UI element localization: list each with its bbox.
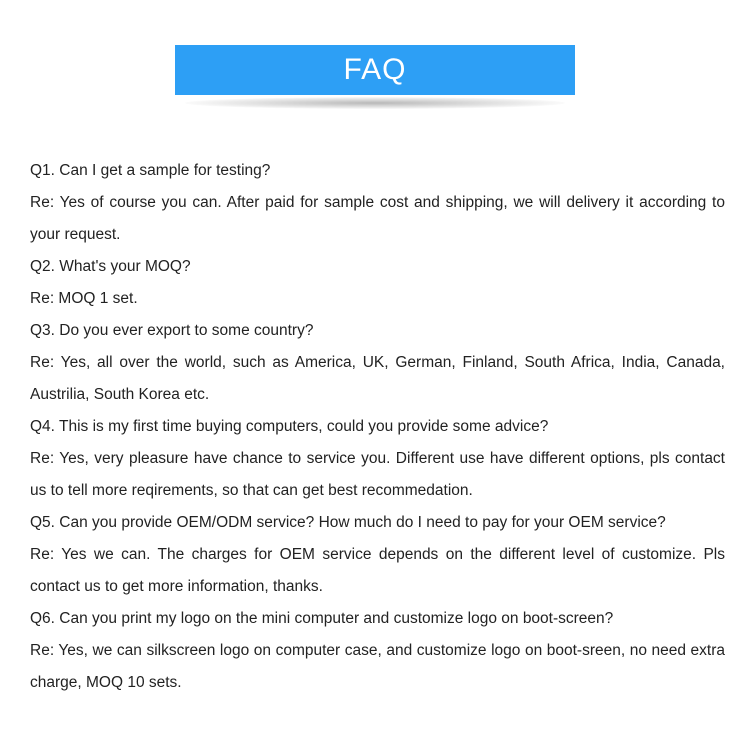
faq-question: Q4. This is my first time buying computers, could you provide some advice? — [30, 418, 549, 435]
faq-item — [30, 507, 725, 603]
faq-banner — [175, 45, 575, 95]
banner-shadow — [185, 97, 565, 109]
faq-answer: Re: Yes, all over the world, such as America, UK, German, Finland, South Africa, India, Canada, Austrilia, South Korea etc. — [30, 354, 725, 403]
faq-list — [30, 155, 725, 699]
faq-question: Q3. Do you ever export to some country? — [30, 322, 314, 339]
faq-item — [30, 603, 725, 699]
faq-answer: Re: Yes we can. The charges for OEM service depends on the different level of customize. Pls contact us to get more information, thanks. — [30, 546, 725, 595]
faq-question: Q2. What's your MOQ? — [30, 258, 191, 275]
faq-item — [30, 411, 725, 507]
faq-answer: Re: Yes, very pleasure have chance to service you. Different use have different options, pls contact us to tell more reqirements, so that can get best recommedation. — [30, 450, 725, 499]
faq-question: Q5. Can you provide OEM/ODM service? How much do I need to pay for your OEM service? — [30, 514, 666, 531]
faq-answer: Re: Yes of course you can. After paid for sample cost and shipping, we will delivery it according to your request. — [30, 194, 725, 243]
faq-item — [30, 251, 725, 315]
faq-question: Q6. Can you print my logo on the mini computer and customize logo on boot-screen? — [30, 610, 614, 627]
faq-item — [30, 155, 725, 251]
faq-answer: Re: Yes, we can silkscreen logo on computer case, and customize logo on boot-sreen, no need extra charge, MOQ 10 sets. — [30, 642, 725, 691]
page-title: FAQ — [175, 45, 575, 95]
faq-item — [30, 315, 725, 411]
faq-question: Q1. Can I get a sample for testing? — [30, 162, 271, 179]
faq-answer: Re: MOQ 1 set. — [30, 290, 138, 307]
